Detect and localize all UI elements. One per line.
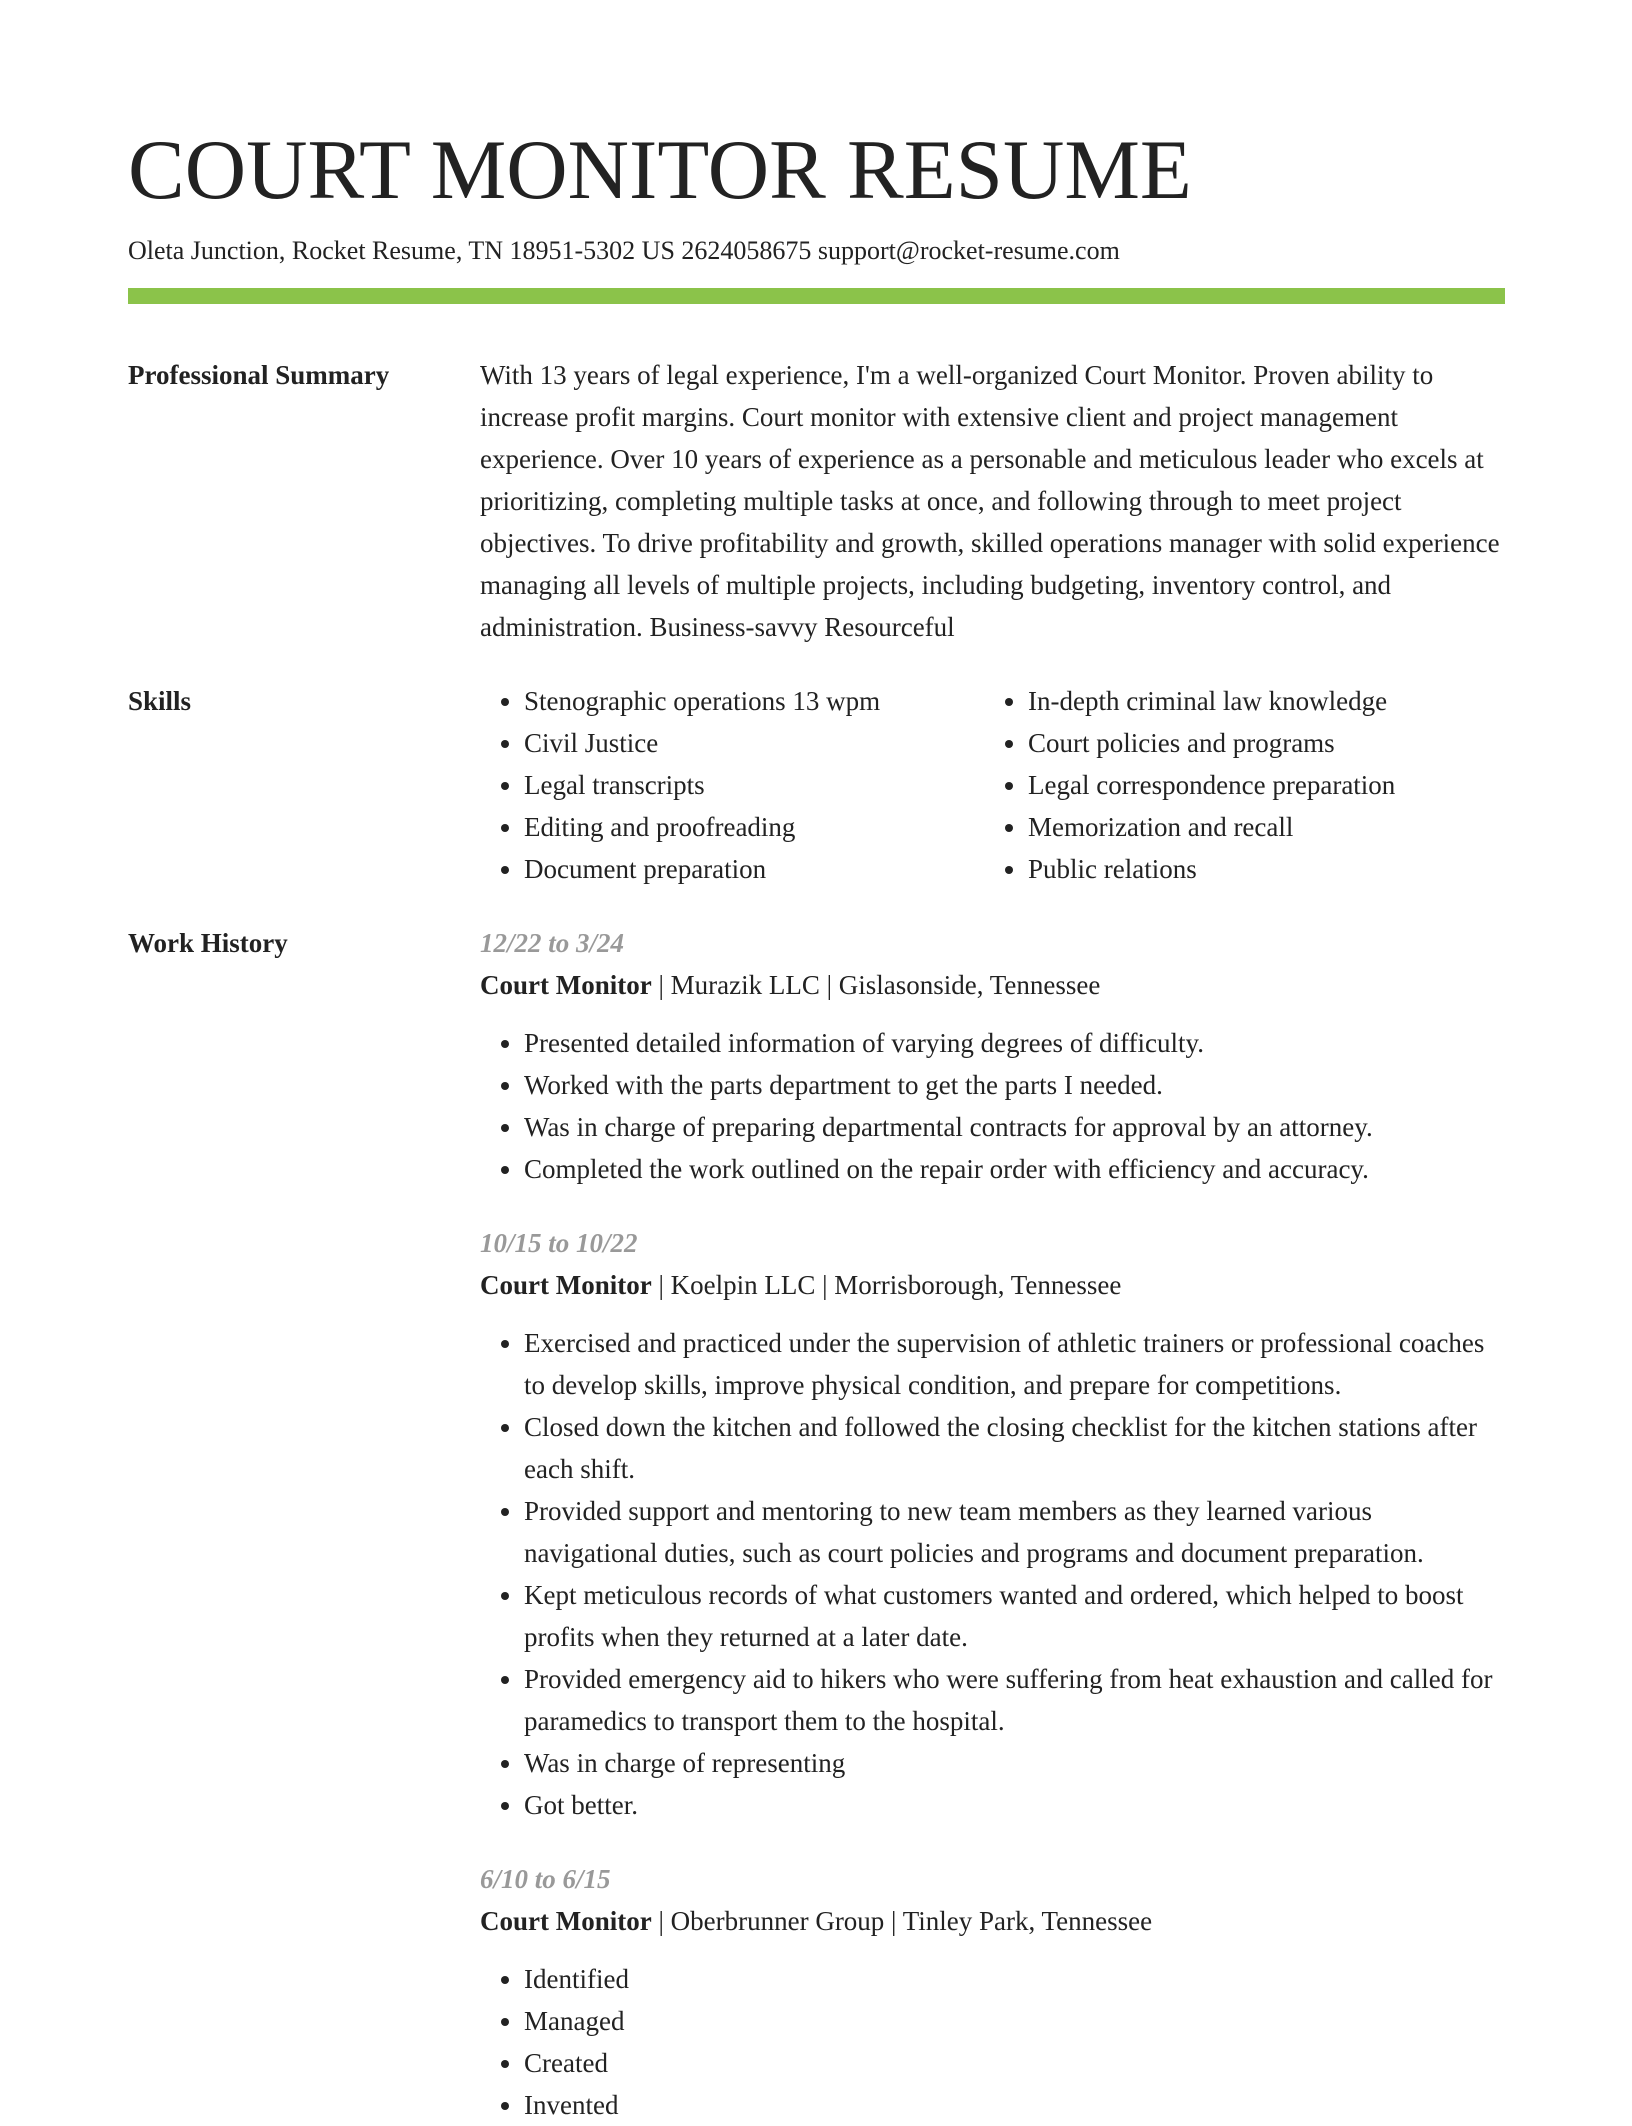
section-label-work-history: Work History [128,928,288,958]
job-heading [480,964,1505,1006]
job-dates: 12/22 to 3/24 [480,928,625,958]
skills-columns [480,680,1505,890]
job-bullet: • Invented [524,2084,1505,2126]
summary-text: With 13 years of legal experience, I'm a well-organized Court Monitor. Proven ability to increase profit margins. Court monitor with extensive client and project management experience. Over 10 years of experience as a personable and meticulous leader who excels at prioritizing, completing multiple tasks at once, and following through to meet project objectives. To drive profitability and growth, skilled operations manager with solid experience managing all levels of multiple projects, including budgeting, inventory control, and administration. Business-savvy Resourceful [480,360,1500,642]
skill-item: • Document preparation [524,848,984,890]
job-bullets [480,1022,1505,1190]
summary-section [128,354,1505,648]
job-bullet: • Created [524,2042,1505,2084]
job-details: | Oberbrunner Group | Tinley Park, Tennessee [651,1906,1153,1936]
job-bullet: • Presented detailed information of varying degrees of difficulty. [524,1022,1505,1064]
skill-item: • Civil Justice [524,722,984,764]
section-label-summary: Professional Summary [128,360,390,390]
skill-item: • In-depth criminal law knowledge [1028,680,1488,722]
skill-item: • Legal transcripts [524,764,984,806]
accent-divider [128,288,1505,304]
job-bullet: • Closed down the kitchen and followed the closing checklist for the kitchen stations after each shift. [524,1406,1505,1490]
job-entry [480,922,1505,1190]
contact-line: Oleta Junction, Rocket Resume, TN 18951-5302 US 2624058675 support@rocket-resume.com [128,236,1120,265]
work-history-section [128,922,1505,2126]
job-details: | Koelpin LLC | Morrisborough, Tennessee [651,1270,1122,1300]
skill-item: • Stenographic operations 13 wpm [524,680,984,722]
job-bullet: • Was in charge of preparing departmental contracts for approval by an attorney. [524,1106,1505,1148]
job-bullets [480,1322,1505,1826]
job-bullet: • Managed [524,2000,1505,2042]
skill-item: • Legal correspondence preparation [1028,764,1488,806]
job-title: Court Monitor [480,970,652,1000]
resume-page [128,0,1505,2126]
skills-list-right [984,680,1488,890]
job-bullet: • Got better. [524,1784,1505,1826]
job-bullet: • Provided support and mentoring to new team members as they learned various navigational duties, such as court policies and programs and document preparation. [524,1490,1505,1574]
job-bullet: • Kept meticulous records of what customers wanted and ordered, which helped to boost profits when they returned at a later date. [524,1574,1505,1658]
resume-title: COURT MONITOR RESUME [128,123,1192,217]
skill-item: • Memorization and recall [1028,806,1488,848]
skills-list-left [480,680,984,890]
job-bullets [480,1958,1505,2126]
job-bullet: • Was in charge of representing [524,1742,1505,1784]
job-details: | Murazik LLC | Gislasonside, Tennessee [651,970,1101,1000]
skill-item: • Court policies and programs [1028,722,1488,764]
job-title: Court Monitor [480,1270,652,1300]
job-heading [480,1900,1505,1942]
job-bullet: • Worked with the parts department to get the parts I needed. [524,1064,1505,1106]
skills-section [128,680,1505,890]
summary-body [480,354,1505,648]
job-entry [480,1222,1505,1826]
job-title: Court Monitor [480,1906,652,1936]
skill-item: • Public relations [1028,848,1488,890]
job-heading [480,1264,1505,1306]
job-dates: 6/10 to 6/15 [480,1864,611,1894]
skills-body [480,680,1505,890]
job-dates: 10/15 to 10/22 [480,1228,638,1258]
job-bullet: • Provided emergency aid to hikers who were suffering from heat exhaustion and called for paramedics to transport them to the hospital. [524,1658,1505,1742]
job-bullet: • Completed the work outlined on the repair order with efficiency and accuracy. [524,1148,1505,1190]
job-bullet: • Exercised and practiced under the supervision of athletic trainers or professional coaches to develop skills, improve physical condition, and prepare for competitions. [524,1322,1505,1406]
skill-item: • Editing and proofreading [524,806,984,848]
job-bullet: • Identified [524,1958,1505,2000]
section-label-skills: Skills [128,686,192,716]
work-history-body [480,922,1505,2126]
job-entry [480,1858,1505,2126]
